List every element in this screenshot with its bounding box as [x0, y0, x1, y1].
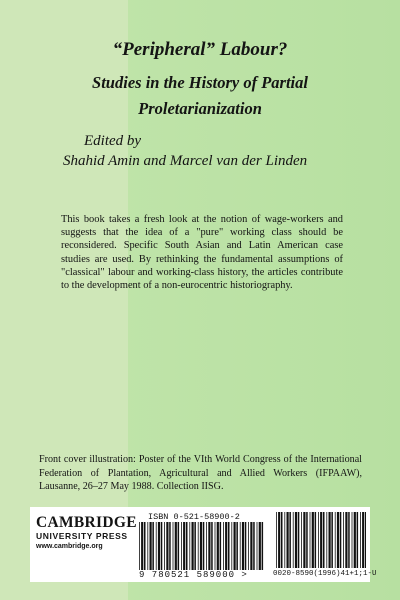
isbn-label: ISBN 0-521-58900-2 — [148, 512, 240, 522]
barcode-bar — [365, 512, 366, 568]
barcode-bar — [259, 522, 261, 570]
barcode-bar — [331, 512, 333, 568]
barcode-bar — [161, 522, 163, 570]
barcode-bar — [295, 512, 297, 568]
barcode-bar — [318, 512, 319, 568]
barcode-bar — [310, 512, 311, 568]
barcode-bar — [289, 512, 291, 568]
barcode-bar — [281, 512, 283, 568]
barcode-bar — [166, 522, 168, 570]
barcode-bar — [231, 522, 232, 570]
barcode-bar — [164, 522, 165, 570]
barcode-bar — [215, 522, 216, 570]
barcode-bar — [203, 522, 205, 570]
barcode-bar — [343, 512, 344, 568]
barcode-bar — [345, 512, 347, 568]
barcode-bar — [357, 512, 359, 568]
barcode-bar — [220, 522, 222, 570]
barcode-bar — [181, 522, 182, 570]
barcode-bar — [144, 522, 146, 570]
barcode-bar — [323, 512, 325, 568]
edited-by-label: Edited by — [84, 133, 142, 149]
barcode-bar — [242, 522, 244, 570]
barcode-bar — [303, 512, 305, 568]
barcode-bar — [228, 522, 230, 570]
barcode-bar — [278, 512, 280, 568]
barcode-bar — [276, 512, 277, 568]
barcode-bar — [240, 522, 241, 570]
barcode-bar — [139, 522, 140, 570]
barcode-bar — [298, 512, 300, 568]
barcode-bar — [183, 522, 185, 570]
barcode-bar — [173, 522, 174, 570]
publisher-logo — [36, 515, 136, 551]
barcode-bar — [178, 522, 180, 570]
issn-number: 0020-8590(1996)41+1;1-U — [273, 570, 377, 578]
publisher-name: CAMBRIDGE — [36, 514, 137, 531]
issn-barcode — [275, 512, 367, 568]
barcode-bar — [200, 522, 202, 570]
barcode-bar — [158, 522, 160, 570]
barcode-bar — [348, 512, 350, 568]
barcode-bar — [217, 522, 219, 570]
barcode-bar — [352, 512, 353, 568]
barcode-bar — [169, 522, 171, 570]
barcode-bar — [253, 522, 255, 570]
barcode-bar — [293, 512, 294, 568]
barcode-bar — [329, 512, 331, 568]
barcode-bar — [340, 512, 342, 568]
publisher-subtitle: UNIVERSITY PRESS — [36, 531, 128, 541]
barcode-bar — [152, 522, 154, 570]
barcode-bar — [362, 512, 364, 568]
ean-number: 9 780521 589000 > — [139, 570, 248, 580]
barcode-bar — [326, 512, 327, 568]
barcode-bar — [320, 512, 322, 568]
barcode-bar — [234, 522, 236, 570]
barcode-bar — [223, 522, 224, 570]
barcode-bar — [312, 512, 314, 568]
barcode-bar — [236, 522, 238, 570]
barcode-bar — [175, 522, 177, 570]
barcode-bar — [192, 522, 194, 570]
barcode-bar — [225, 522, 227, 570]
barcode-bar — [206, 522, 207, 570]
barcode-bar — [245, 522, 247, 570]
barcode-bar — [287, 512, 289, 568]
barcode-bar — [208, 522, 210, 570]
barcode-bar — [250, 522, 252, 570]
barcode-bar — [189, 522, 190, 570]
book-subtitle: Studies in the History of Partial Proletarianization — [92, 73, 308, 118]
barcode-bar — [156, 522, 157, 570]
book-title: “Peripheral” Labour? — [112, 39, 288, 60]
barcode-bar — [262, 522, 264, 570]
barcode-bar — [354, 512, 356, 568]
cover-illustration-credit: Front cover illustration: Poster of the VIth World Congress of the International Federation of Plantation, Agricultural and Allied Workers (IFPAAW), Lausanne, 26–27 May 1988. Collection IISG. — [39, 454, 362, 492]
barcode-bar — [147, 522, 148, 570]
barcode-bar — [198, 522, 199, 570]
barcode-bar — [150, 522, 152, 570]
barcode-bar — [360, 512, 361, 568]
barcode-bar — [248, 522, 249, 570]
ean-barcode — [138, 522, 266, 570]
barcode-bar — [315, 512, 317, 568]
barcode-bar — [306, 512, 308, 568]
editors: Shahid Amin and Marcel van der Linden — [63, 153, 308, 169]
barcode-bar — [284, 512, 285, 568]
barcode-bar — [211, 522, 213, 570]
barcode-bar — [186, 522, 188, 570]
barcode-bar — [141, 522, 143, 570]
barcode-bar — [337, 512, 339, 568]
barcode-bar — [301, 512, 302, 568]
barcode-bar — [335, 512, 336, 568]
book-blurb: This book takes a fresh look at the notion of wage-workers and suggests that the idea of a "pure" working class should be reconsidered. Specific South Asian and Latin American case studies are used. By rethinking the fundamental assumptions of "classical" labour and working-class history, the articles contribute to the development of a non-eurocentric historiography. — [61, 214, 343, 292]
barcode-bar — [194, 522, 196, 570]
publisher-url: www.cambridge.org — [36, 543, 103, 550]
barcode-bar — [257, 522, 258, 570]
